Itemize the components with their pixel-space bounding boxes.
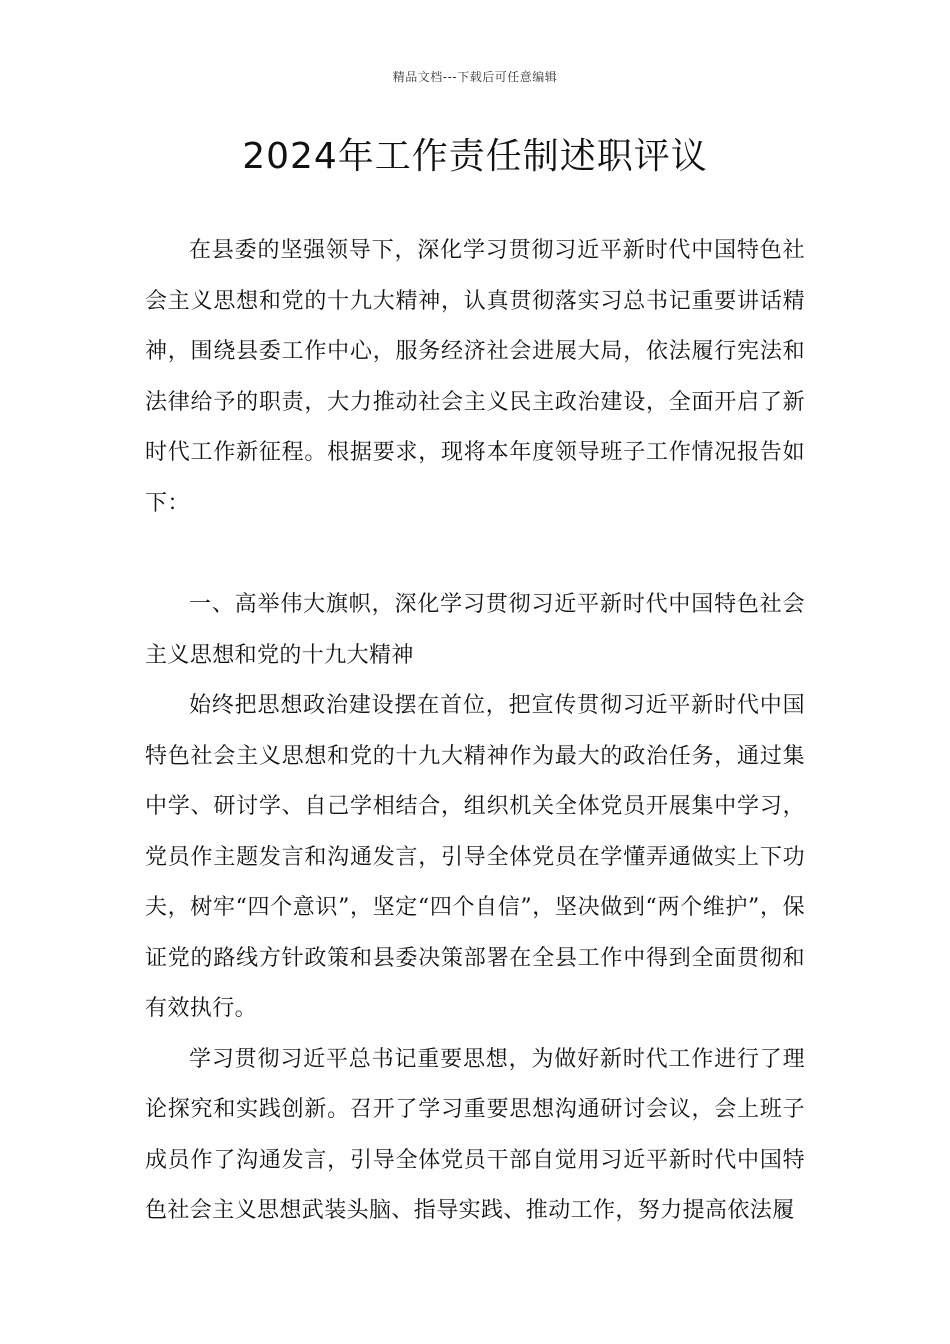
paragraph-gap: [145, 529, 805, 580]
document-body: [145, 226, 805, 1237]
paragraph-3: 学习贯彻习近平总书记重要思想，为做好新时代工作进行了理论探究和实践创新。召开了学习重要思想沟通研讨会议，会上班子成员作了沟通发言，引导全体党员干部自觉用习近平新时代中国特色社会主义思想武装头脑、指导实践、推动工作，努力提高依法履: [145, 1046, 805, 1223]
document-title: 2024年工作责任制述职评议: [242, 136, 708, 177]
section-heading-1: 一、高举伟大旗帜，深化学习贯彻习近平新时代中国特色社会主义思想和党的十九大精神: [145, 592, 805, 668]
paragraph-2: 始终把思想政治建设摆在首位，把宣传贯彻习近平新时代中国特色社会主义思想和党的十九大精神作为最大的政治任务，通过集中学、研讨学、自己学相结合，组织机关全体党员开展集中学习，党员作主题发言和沟通发言，引导全体党员在学懂弄通做实上下功夫，树牢“四个意识”，坚定“四个自信”，坚决做到“两个维护”，保证党的路线方针政策和县委决策部署在全县工作中得到全面贯彻和有效执行。: [145, 693, 805, 1021]
header-note: 精品文档---下载后可任意编辑: [392, 70, 558, 84]
paragraph-intro: 在县委的坚强领导下，深化学习贯彻习近平新时代中国特色社会主义思想和党的十九大精神，认真贯彻落实习总书记重要讲话精神，围绕县委工作中心，服务经济社会进展大局，依法履行宪法和法律给予的职责，大力推动社会主义民主政治建设，全面开启了新时代工作新征程。根据要求，现将本年度领导班子工作情况报告如下：: [145, 238, 805, 516]
